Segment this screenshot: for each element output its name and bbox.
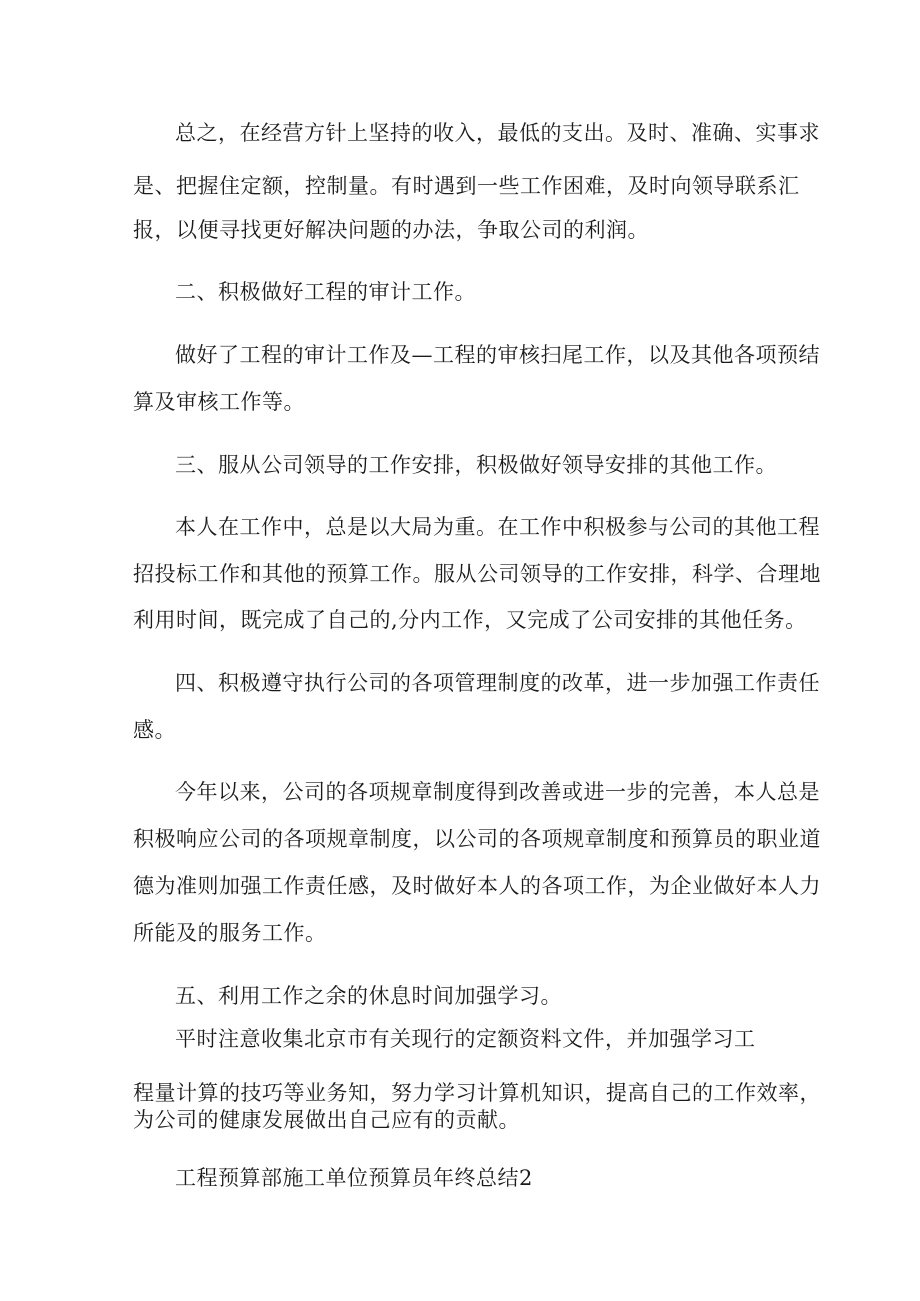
paragraph-5-line-1: 平时注意收集北京市有关现行的定额资料文件，并加强学习工 <box>175 1027 756 1051</box>
paragraph-5-line-3: 为公司的健康发展做出自己应有的贡献。 <box>133 1108 520 1132</box>
paragraph-1-line-3: 报，以便寻找更好解决问题的办法，争取公司的利润。 <box>133 218 649 242</box>
paragraph-2-line-1: 做好了工程的审计工作及—工程的审核扫尾工作，以及其他各项预结 <box>175 343 820 367</box>
heading-section-5: 五、利用工作之余的休息时间加强学习。 <box>175 984 562 1008</box>
paragraph-4-line-2: 积极响应公司的各项规章制度，以公司的各项规章制度和预算员的职业道 <box>133 827 821 851</box>
heading-section-4-line-1: 四、积极遵守执行公司的各项管理制度的改革，进一步加强工作责任 <box>175 671 820 695</box>
paragraph-4-line-3: 德为准则加强工作责任感，及时做好本人的各项工作，为企业做好本人力 <box>133 874 821 898</box>
paragraph-2-line-2: 算及审核工作等。 <box>133 390 305 414</box>
paragraph-1-line-2: 是、把握住定额，控制量。有时遇到一些工作困难，及时向领导联系汇 <box>133 174 800 198</box>
paragraph-4-line-4: 所能及的服务工作。 <box>133 921 327 945</box>
paragraph-4-line-1: 今年以来，公司的各项规章制度得到改善或进一步的完善，本人总是 <box>175 780 820 804</box>
heading-section-3: 三、服从公司领导的工作安排，积极做好领导安排的其他工作。 <box>175 453 777 477</box>
heading-section-2: 二、积极做好工程的审计工作。 <box>175 280 476 304</box>
next-section-title: 工程预算部施工单位预算员年终总结2 <box>175 1166 533 1190</box>
paragraph-3-line-3: 利用时间，既完成了自己的,分内工作，又完成了公司安排的其他任务。 <box>133 608 807 632</box>
paragraph-3-line-1: 本人在工作中，总是以大局为重。在工作中积极参与公司的其他工程 <box>175 515 820 539</box>
paragraph-3-line-2: 招投标工作和其他的预算工作。服从公司领导的工作安排，科学、合理地 <box>133 562 821 586</box>
paragraph-5-line-2: 程量计算的技巧等业务知，努力学习计算机知识，提高自己的工作效率， <box>133 1081 821 1105</box>
heading-section-4-line-2: 感。 <box>133 718 176 742</box>
paragraph-1-line-1: 总之，在经营方针上坚持的收入，最低的支出。及时、准确、实事求 <box>175 121 820 145</box>
